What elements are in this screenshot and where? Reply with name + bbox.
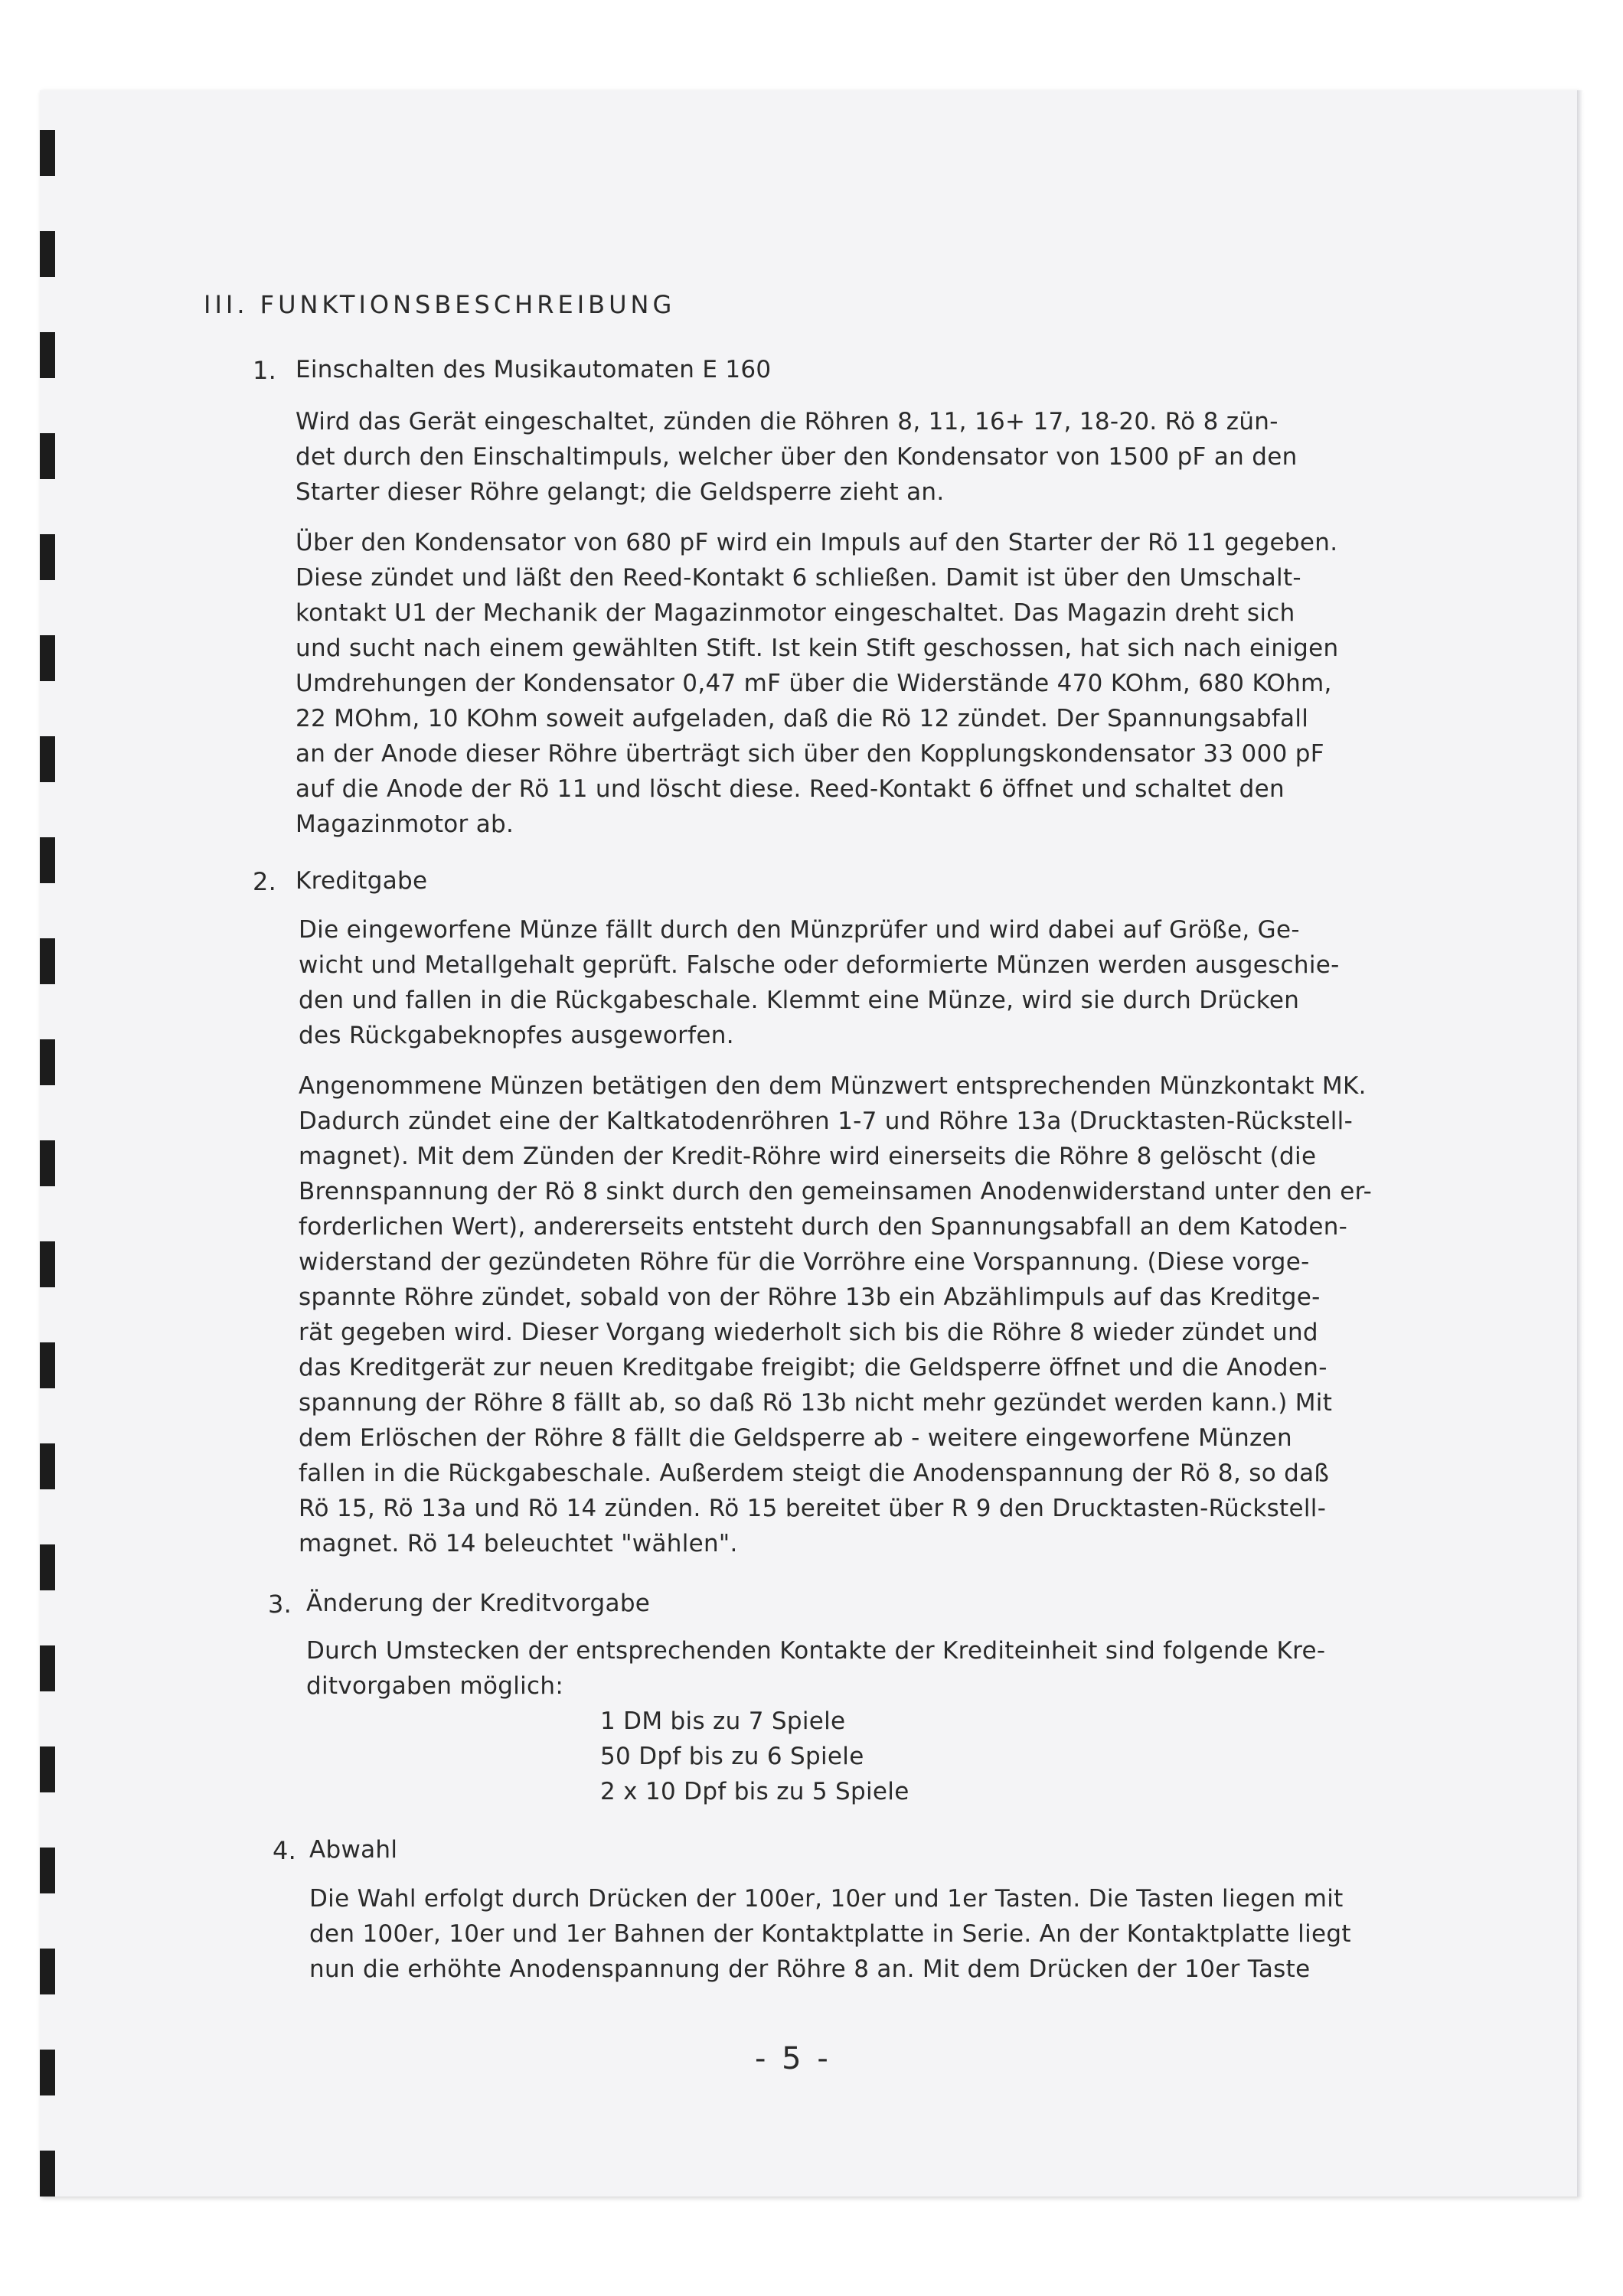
chapter-heading: III. FUNKTIONSBESCHREIBUNG [204,290,676,319]
s3-p1-line: Durch Umstecken der entsprechenden Kontakte der Krediteinheit sind folgende Kre- [306,1637,1326,1665]
s2-p2-line: Rö 15, Rö 13a und Rö 14 zünden. Rö 15 bereitet über R 9 den Drucktasten-Rückstell- [299,1495,1327,1522]
section-4-number: 4. [273,1836,297,1865]
s1-p2-line: an der Anode dieser Röhre überträgt sich über den Kopplungskondensator 33 000 pF [296,740,1324,768]
s2-p1-line: wicht und Metallgehalt geprüft. Falsche oder deformierte Münzen werden ausgeschie- [299,951,1340,979]
s1-p2-line: kontakt U1 der Mechanik der Magazinmotor eingeschaltet. Das Magazin dreht sich [296,599,1295,627]
s1-p2-line: auf die Anode der Rö 11 und löscht diese. Reed-Kontakt 6 öffnet und schaltet den [296,775,1285,803]
s1-p1-line: Starter dieser Röhre gelangt; die Geldsperre zieht an. [296,478,945,506]
s4-p1-line: Die Wahl erfolgt durch Drücken der 100er, 10er und 1er Tasten. Die Tasten liegen mit [309,1885,1344,1913]
s2-p2-line: Brennspannung der Rö 8 sinkt durch den gemeinsamen Anodenwiderstand unter den er- [299,1178,1373,1205]
s2-p1-line: Die eingeworfene Münze fällt durch den Münzprüfer und wird dabei auf Größe, Ge- [299,916,1300,944]
s4-p1-line: nun die erhöhte Anodenspannung der Röhre 8 an. Mit dem Drücken der 10er Taste [309,1955,1311,1983]
s2-p1-line: den und fallen in die Rückgabeschale. Klemmt eine Münze, wird sie durch Drücken [299,987,1300,1014]
section-3-number: 3. [268,1590,292,1619]
s2-p2-line: magnet). Mit dem Zünden der Kredit-Röhre wird einerseits die Röhre 8 gelöscht (die [299,1143,1317,1170]
s2-p2-line: forderlichen Wert), andererseits entsteht durch den Spannungsabfall an dem Katoden- [299,1213,1348,1241]
s3-p1-line: ditvorgaben möglich: [306,1672,564,1700]
s2-p2-line: spannte Röhre zündet, sobald von der Röhre 13b ein Abzählimpuls auf das Kreditge- [299,1283,1321,1311]
credit-option: 50 Dpf bis zu 6 Spiele [600,1743,864,1770]
s1-p2-line: Diese zündet und läßt den Reed-Kontakt 6 schließen. Damit ist über den Umschalt- [296,564,1301,592]
s1-p2-line: und sucht nach einem gewählten Stift. Ist kein Stift geschossen, hat sich nach einigen [296,634,1339,662]
s2-p2-line: das Kreditgerät zur neuen Kreditgabe freigibt; die Geldsperre öffnet und die Anoden- [299,1354,1327,1381]
s1-p1-line: Wird das Gerät eingeschaltet, zünden die Röhren 8, 11, 16+ 17, 18-20. Rö 8 zün- [296,408,1278,435]
s1-p2-line: 22 MOhm, 10 KOhm soweit aufgeladen, daß die Rö 12 zündet. Der Spannungsabfall [296,705,1309,732]
s2-p2-line: rät gegeben wird. Dieser Vorgang wiederholt sich bis die Röhre 8 wieder zündet und [299,1319,1318,1346]
s2-p2-line: magnet. Rö 14 beleuchtet "wählen". [299,1530,738,1557]
section-4-title: Abwahl [309,1836,398,1864]
s2-p2-line: widerstand der gezündeten Röhre für die Vorröhre eine Vorspannung. (Diese vorge- [299,1248,1310,1276]
section-2-title: Kreditgabe [296,867,428,895]
s4-p1-line: den 100er, 10er und 1er Bahnen der Kontaktplatte in Serie. An der Kontaktplatte liegt [309,1920,1351,1948]
page-number: - 5 - [755,2041,831,2076]
s2-p2-line: spannung der Röhre 8 fällt ab, so daß Rö 13b nicht mehr gezündet werden kann.) Mit [299,1389,1333,1417]
section-1-number: 1. [253,356,277,385]
s2-p2-line: Angenommene Münzen betätigen den dem Münzwert entsprechenden Münzkontakt MK. [299,1072,1367,1100]
section-3-title: Änderung der Kreditvorgabe [306,1590,651,1617]
s1-p2-line: Über den Kondensator von 680 pF wird ein Impuls auf den Starter der Rö 11 gegeben. [296,529,1338,556]
s2-p1-line: des Rückgabeknopfes ausgeworfen. [299,1022,734,1049]
section-1-title: Einschalten des Musikautomaten E 160 [296,356,772,383]
s1-p1-line: det durch den Einschaltimpuls, welcher über den Kondensator von 1500 pF an den [296,443,1298,471]
credit-option: 1 DM bis zu 7 Spiele [600,1707,846,1735]
section-2-number: 2. [253,867,277,896]
s2-p2-line: dem Erlöschen der Röhre 8 fällt die Geldsperre ab - weitere eingeworfene Münzen [299,1424,1292,1452]
s1-p2-line: Magazinmotor ab. [296,810,514,838]
s1-p2-line: Umdrehungen der Kondensator 0,47 mF über die Widerstände 470 KOhm, 680 KOhm, [296,670,1332,697]
s2-p2-line: Dadurch zündet eine der Kaltkatodenröhren 1-7 und Röhre 13a (Drucktasten-Rückstell- [299,1107,1354,1135]
credit-option: 2 x 10 Dpf bis zu 5 Spiele [600,1778,909,1805]
s2-p2-line: fallen in die Rückgabeschale. Außerdem steigt die Anodenspannung der Rö 8, so daß [299,1459,1330,1487]
